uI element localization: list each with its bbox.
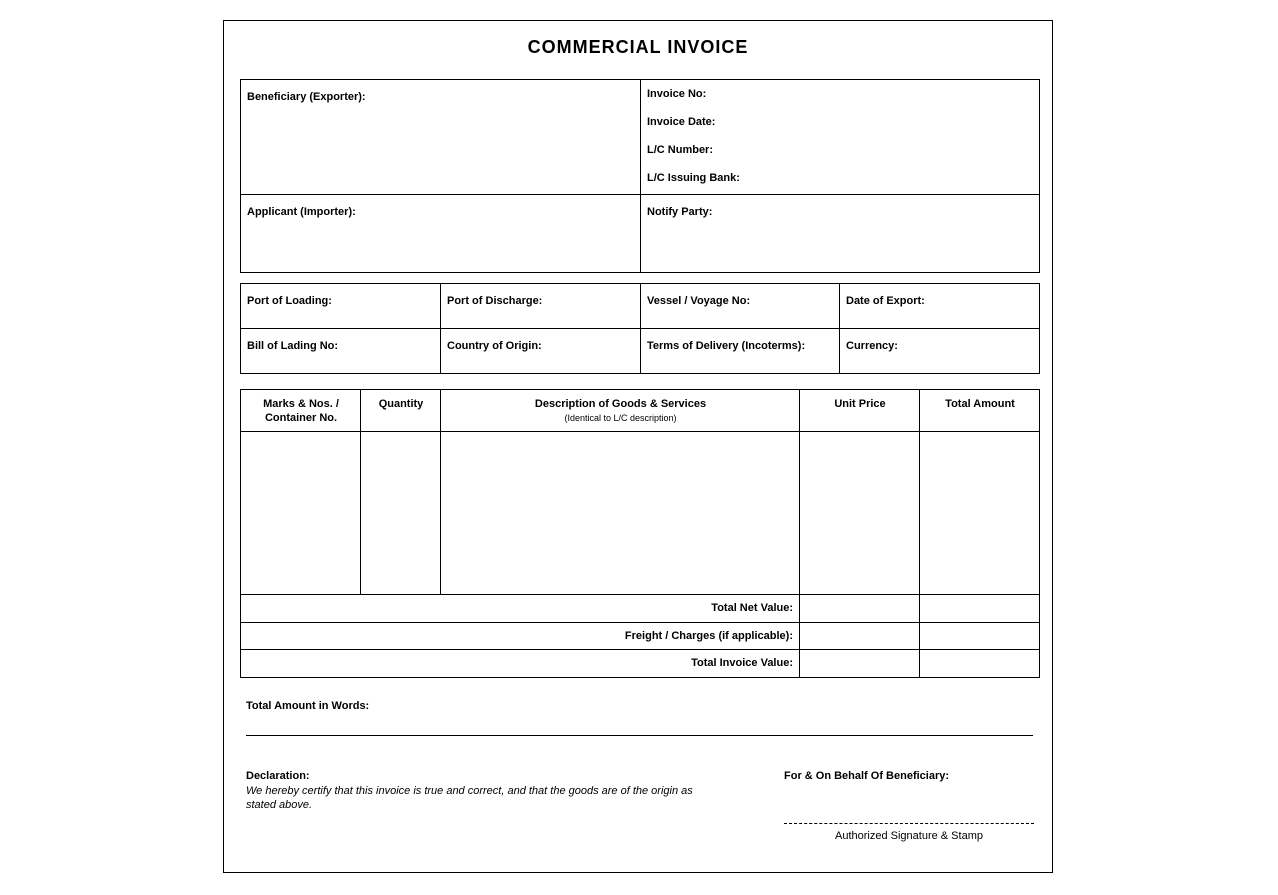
bill-of-lading-cell[interactable]	[241, 329, 441, 373]
currency-label: Currency:	[846, 340, 898, 352]
declaration-label: Declaration:	[246, 770, 310, 782]
freight-unit-cell[interactable]	[800, 623, 919, 649]
col-header-description	[441, 390, 800, 432]
parties-section	[240, 79, 1040, 273]
invoice-fields-cell	[647, 87, 740, 199]
total-amount-body-cell[interactable]	[920, 432, 1039, 594]
freight-amount-cell[interactable]	[920, 623, 1039, 649]
marks-body-cell[interactable]	[241, 432, 360, 594]
port-of-loading-cell[interactable]	[241, 284, 441, 329]
col-header-description-note: (Identical to L/C description)	[564, 413, 677, 423]
description-body-cell[interactable]	[441, 432, 799, 594]
col-header-total-amount-label: Total Amount	[945, 398, 1015, 410]
currency-cell[interactable]	[840, 329, 1039, 373]
country-of-origin-label: Country of Origin:	[447, 340, 542, 352]
parties-divider-horizontal	[241, 194, 1039, 195]
notify-party-label: Notify Party:	[647, 206, 713, 218]
unit-price-body-cell[interactable]	[800, 432, 919, 594]
col-header-unit-price	[800, 390, 920, 432]
invoice-value-amount-cell[interactable]	[920, 650, 1039, 677]
col-header-quantity	[361, 390, 441, 432]
invoice-date-label[interactable]: Invoice Date:	[647, 116, 716, 128]
col-header-marks-line2: Container No.	[264, 412, 338, 424]
quantity-body-cell[interactable]	[361, 432, 440, 594]
col-header-total-amount	[920, 390, 1040, 432]
amount-in-words-label: Total Amount in Words:	[246, 700, 370, 712]
on-behalf-label: For & On Behalf Of Beneficiary:	[784, 770, 950, 782]
notify-party-cell[interactable]	[647, 202, 712, 220]
total-invoice-value-label: Total Invoice Value:	[691, 657, 793, 669]
applicant-label: Applicant (Importer):	[247, 206, 356, 218]
vessel-voyage-cell[interactable]	[641, 284, 840, 329]
beneficiary-cell[interactable]	[247, 87, 366, 105]
applicant-cell[interactable]	[247, 202, 356, 220]
col-header-quantity-label: Quantity	[378, 398, 424, 410]
document-title: COMMERCIAL INVOICE	[527, 37, 749, 57]
col-header-unit-price-label: Unit Price	[834, 398, 886, 410]
declaration-text: We hereby certify that this invoice is true and correct, and that the goods are of the origin as stated above.	[246, 785, 693, 811]
signature-line[interactable]	[784, 823, 1034, 824]
amount-in-words-line[interactable]	[246, 735, 1033, 736]
col-header-description-label: Description of Goods & Services	[534, 398, 707, 410]
net-value-amount-cell[interactable]	[920, 595, 1039, 622]
invoice-no-label[interactable]: Invoice No:	[647, 88, 707, 100]
lc-number-label[interactable]: L/C Number:	[647, 144, 713, 156]
goods-table	[240, 389, 1040, 678]
freight-charges-label: Freight / Charges (if applicable):	[624, 630, 793, 642]
col-header-marks	[241, 390, 361, 432]
terms-of-delivery-cell[interactable]	[641, 329, 840, 373]
parties-divider-vertical	[640, 80, 641, 272]
shipment-section	[240, 283, 1040, 374]
port-of-discharge-cell[interactable]	[441, 284, 641, 329]
beneficiary-label: Beneficiary (Exporter):	[247, 91, 366, 103]
country-of-origin-cell[interactable]	[441, 329, 641, 373]
signature-caption: Authorized Signature & Stamp	[835, 830, 983, 842]
port-of-discharge-label: Port of Discharge:	[447, 295, 543, 307]
date-of-export-label: Date of Export:	[846, 295, 925, 307]
port-of-loading-label: Port of Loading:	[247, 295, 332, 307]
net-value-unit-cell[interactable]	[800, 595, 919, 622]
invoice-page	[223, 20, 1053, 873]
terms-of-delivery-label: Terms of Delivery (Incoterms):	[647, 340, 806, 352]
col-header-marks-line1: Marks & Nos. /	[263, 398, 339, 410]
date-of-export-cell[interactable]	[840, 284, 1039, 329]
vessel-voyage-label: Vessel / Voyage No:	[647, 295, 751, 307]
total-net-value-label: Total Net Value:	[711, 602, 793, 614]
lc-issuing-bank-label[interactable]: L/C Issuing Bank:	[647, 172, 740, 184]
bill-of-lading-label: Bill of Lading No:	[247, 340, 339, 352]
invoice-value-unit-cell[interactable]	[800, 650, 919, 677]
